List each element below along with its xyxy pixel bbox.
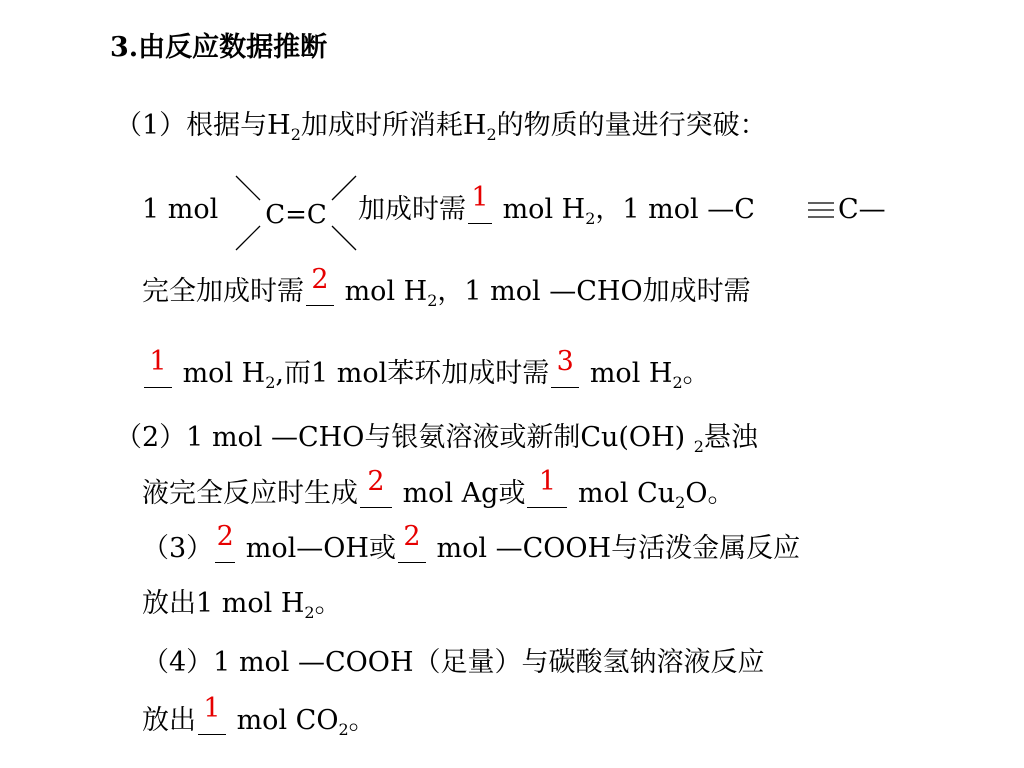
- answer-value: 2: [311, 264, 329, 295]
- bond-upper-right: [332, 176, 356, 200]
- text: 液完全反应时生成: [142, 478, 358, 509]
- subscript: 2: [290, 125, 301, 144]
- answer-value: 1: [203, 693, 221, 724]
- unit-text: mol H: [336, 276, 428, 307]
- subscript: 2: [693, 437, 704, 456]
- item-1-line-2: [142, 264, 751, 310]
- answer-blank-1: [466, 182, 494, 228]
- item-1-line-1-end: [838, 192, 886, 228]
- text: mol —COOH与活泼金属反应: [427, 533, 801, 564]
- text: 。: [682, 358, 710, 389]
- answer-value: 2: [403, 521, 421, 552]
- text: 完全加成时需: [142, 276, 304, 307]
- subscript: 2: [672, 373, 683, 392]
- subscript: 2: [265, 373, 276, 392]
- item-1-heading: [115, 108, 767, 144]
- item-4-line-1: （4）1 mol —COOH（足量）与碳酸氢钠溶液反应: [142, 647, 765, 678]
- unit-text: mol H: [581, 358, 673, 389]
- item-1-line-1-right: [358, 182, 755, 228]
- text: （3）: [142, 533, 214, 564]
- answer-blank-2: [304, 264, 336, 310]
- text: （2）1 mol —CHO与银氨溶液或新制Cu(OH): [115, 422, 694, 453]
- text: 。: [348, 705, 376, 736]
- alkene-structure-diagram: [226, 168, 366, 260]
- item-4-line-2: [142, 693, 376, 739]
- subscript: 2: [585, 209, 596, 228]
- text: 放出1 mol H: [142, 588, 305, 619]
- answer-blank-7: [213, 521, 237, 567]
- answer-blank-4: [549, 346, 581, 392]
- subscript: 2: [486, 125, 497, 144]
- unit-text: mol Ag或: [394, 478, 526, 509]
- text: 放出: [142, 705, 196, 736]
- subscript: 2: [427, 291, 438, 310]
- item-1-line-1-left: [142, 192, 218, 228]
- amount-text: 1 mol: [142, 194, 219, 225]
- answer-blank-9: [196, 693, 228, 739]
- item-3-line-2: [142, 586, 342, 622]
- bond-lower-left: [236, 226, 260, 250]
- item-1-heading-text-a: （1）根据与H: [115, 110, 291, 141]
- answer-value: 1: [149, 346, 167, 377]
- unit-text: mol Cu: [569, 478, 676, 509]
- alkyne-end-text: C—: [838, 194, 886, 225]
- answer-value: 2: [367, 466, 385, 497]
- answer-value: 3: [556, 346, 574, 377]
- triple-bond: [806, 200, 836, 220]
- item-2-line-1: [115, 420, 758, 456]
- structure-label: C=C: [265, 200, 327, 230]
- item-1-line-3: [142, 346, 710, 392]
- answer-blank-8: [396, 521, 428, 567]
- bond-upper-left: [236, 176, 260, 200]
- text: 悬浊: [703, 422, 758, 453]
- unit-text: mol CO: [228, 705, 339, 736]
- answer-value: 1: [471, 182, 489, 213]
- text: ,而1 mol苯环加成时需: [275, 358, 550, 389]
- answer-value: 2: [216, 521, 234, 552]
- text: mol—OH或: [237, 533, 396, 564]
- item-3-line-1: [142, 521, 801, 567]
- text: 。: [314, 588, 342, 619]
- answer-blank-3: [142, 346, 174, 392]
- item-1-heading-text-c: 的物质的量进行突破：: [496, 110, 767, 141]
- answer-blank-6: [525, 466, 569, 512]
- subscript: 2: [338, 720, 349, 739]
- subscript: 2: [675, 493, 686, 512]
- bond-lower-right: [332, 226, 356, 250]
- text: O。: [685, 478, 735, 509]
- subscript: 2: [304, 603, 315, 622]
- item-1-heading-text-b: 加成时所消耗H: [300, 110, 487, 141]
- text-add: 加成时需: [358, 194, 466, 225]
- text: ，1 mol —CHO加成时需: [437, 276, 751, 307]
- answer-blank-5: [358, 466, 394, 512]
- item-2-line-2: [142, 466, 735, 512]
- unit-text: mol H: [494, 194, 586, 225]
- answer-value: 1: [538, 466, 557, 497]
- unit-text: mol H: [174, 358, 266, 389]
- section-title: 3.由反应数据推断: [110, 32, 328, 63]
- text-alkyne: ，1 mol —C: [595, 194, 755, 225]
